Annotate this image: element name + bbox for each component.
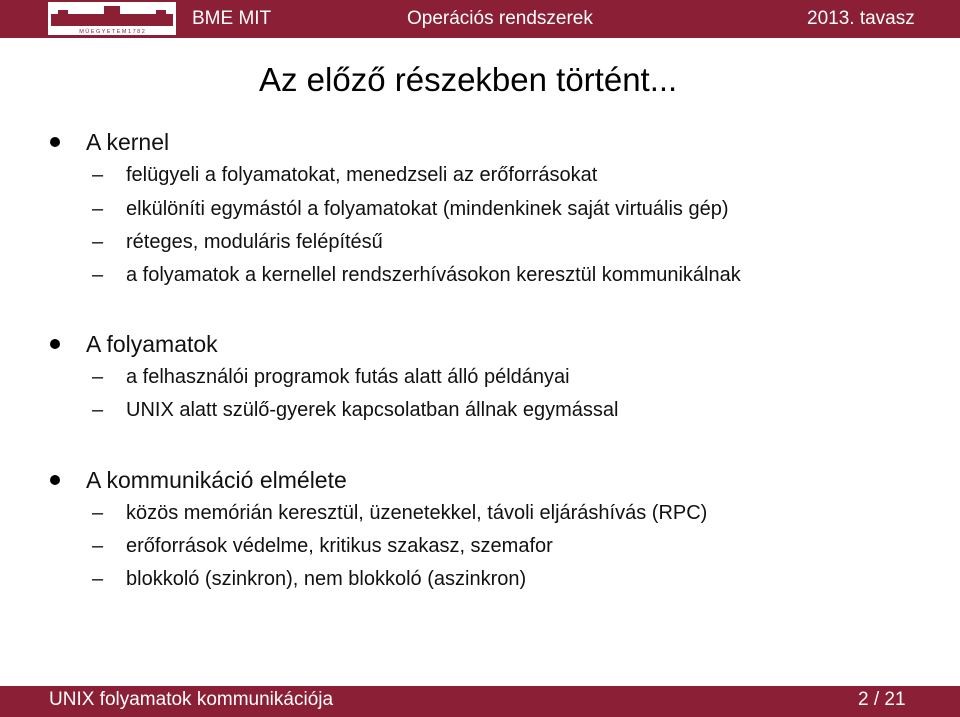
header-bar <box>0 0 960 38</box>
bullet-icon <box>50 475 60 485</box>
dash-icon: – <box>92 535 104 557</box>
bme-logo-icon <box>48 2 176 35</box>
list-item-text: UNIX alatt szülő-gyerek kapcsolatban állnak egymással <box>126 399 619 421</box>
bullet-icon <box>50 137 60 147</box>
list-item <box>92 229 383 255</box>
section-heading-text: A kernel <box>86 129 170 155</box>
course-label: Operációs rendszerek <box>407 8 593 29</box>
dash-icon: – <box>92 198 104 220</box>
page-number: 2 / 21 <box>858 689 906 710</box>
list-item <box>92 500 708 526</box>
list-item-text: réteges, moduláris felépítésű <box>126 231 383 253</box>
list-item-text: blokkoló (szinkron), nem blokkoló (aszinkron) <box>126 568 527 590</box>
list-item-text: erőforrások védelme, kritikus szakasz, szemafor <box>126 535 553 557</box>
section-heading-text: A kommunikáció elmélete <box>86 467 347 493</box>
dash-icon: – <box>92 264 104 286</box>
section-heading <box>86 466 347 494</box>
slide-title: Az előző részekben történt... <box>259 61 678 98</box>
semester-label: 2013. tavasz <box>807 8 915 29</box>
dash-icon: – <box>92 366 104 388</box>
list-item-text: felügyeli a folyamatokat, menedzseli az erőforrásokat <box>126 164 598 186</box>
section-heading <box>86 330 218 358</box>
dash-icon: – <box>92 502 104 524</box>
list-item <box>92 262 741 288</box>
list-item-text: közös memórián keresztül, üzenetekkel, távoli eljáráshívás (RPC) <box>126 502 708 524</box>
bullet-icon <box>50 339 60 349</box>
list-item <box>92 162 598 188</box>
list-item-text: elkülöníti egymástól a folyamatokat (mindenkinek saját virtuális gép) <box>126 198 729 220</box>
list-item-text: a felhasználói programok futás alatt álló példányai <box>126 366 570 388</box>
dash-icon: – <box>92 399 104 421</box>
dash-icon: – <box>92 568 104 590</box>
section-heading-text: A folyamatok <box>86 331 218 357</box>
list-item <box>92 533 553 559</box>
list-item-text: a folyamatok a kernellel rendszerhívásokon keresztül kommunikálnak <box>126 264 741 286</box>
list-item <box>92 397 619 423</box>
dash-icon: – <box>92 231 104 253</box>
list-item <box>92 566 527 592</box>
section-heading <box>86 128 169 156</box>
footer-title: UNIX folyamatok kommunikációja <box>49 689 334 710</box>
footer-bar <box>0 686 960 717</box>
list-item <box>92 364 570 390</box>
list-item <box>92 196 729 222</box>
svg-text:M Ű E G Y E T E M 1 7 8 2: M Ű E G Y E T E M 1 7 8 2 <box>79 29 145 35</box>
institution-label: BME MIT <box>192 8 272 29</box>
dash-icon: – <box>92 164 104 186</box>
